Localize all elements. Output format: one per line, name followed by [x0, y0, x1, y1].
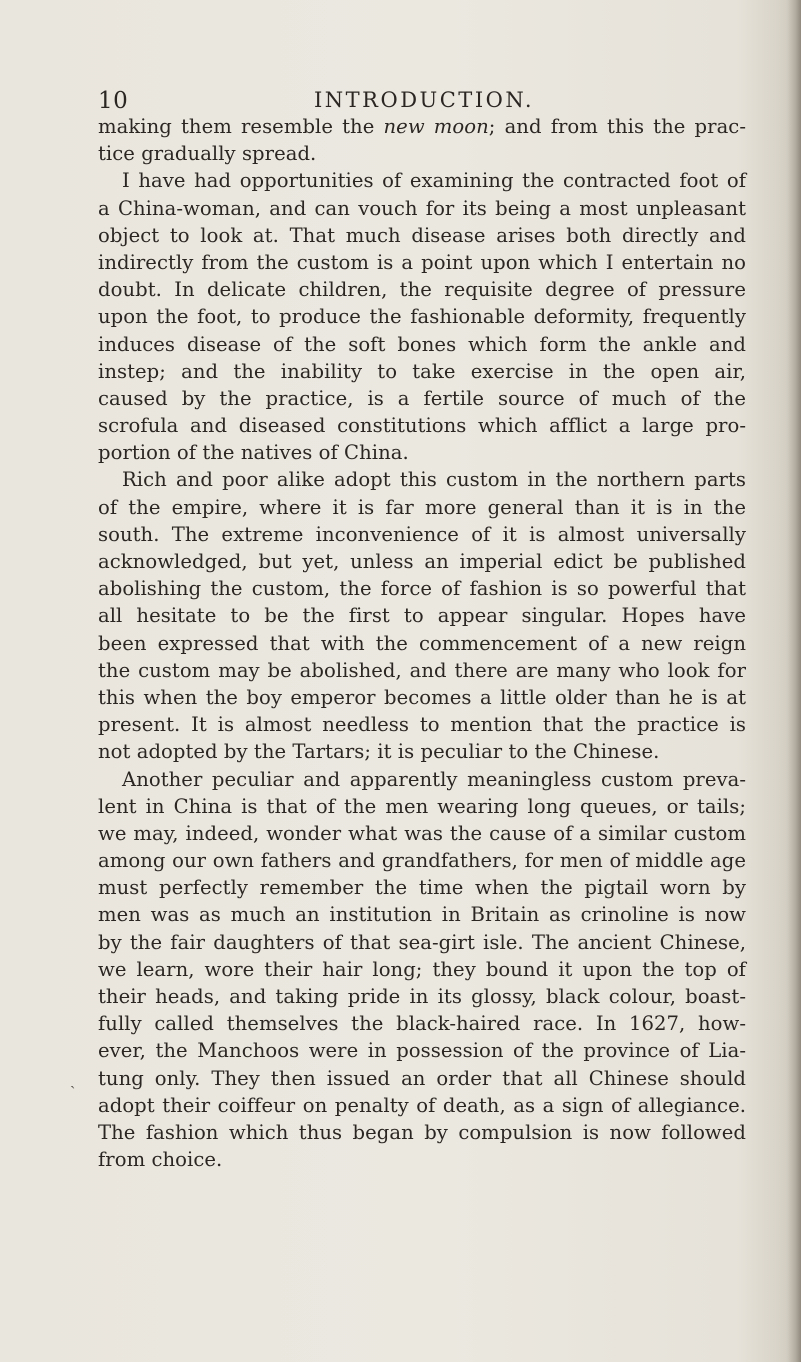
emphasis-text: new moon — [383, 115, 489, 138]
text-line: I have had opportunities of examining the contracted foot of — [122, 169, 746, 193]
text-line: object to look at. That much disease arises both directly and — [98, 223, 746, 247]
text-line: lent in China is that of the men wearing long queues, or tails; — [98, 794, 746, 818]
text-line: abolishing the custom, the force of fashion is so powerful that — [98, 577, 746, 601]
text-line: this when the boy emperor becomes a little older than he is at — [98, 685, 746, 709]
text-line: present. It is almost needless to mention that the practice is — [98, 713, 746, 737]
text-line: instep; and the inability to take exercise in the open air, — [98, 359, 746, 383]
spine-shadow — [787, 0, 801, 1362]
text-line: of the empire, where it is far more general than it is in the — [98, 495, 746, 519]
text-line: all hesitate to be the first to appear singular. Hopes have — [98, 604, 746, 628]
text-line: scrofula and diseased constitutions which afflict a large pro- — [98, 414, 746, 438]
text-line: doubt. In delicate children, the requisite degree of pressure — [98, 278, 746, 302]
text-line: portion of the natives of China. — [98, 441, 409, 465]
running-head: INTRODUCTION. — [314, 88, 535, 112]
text-line: caused by the practice, is a fertile source of much of the — [98, 386, 746, 410]
text-line: the custom may be abolished, and there are many who look for — [98, 658, 746, 682]
text-line: fully called themselves the black-haired race. In 1627, how- — [98, 1012, 746, 1036]
text-line: a China-woman, and can vouch for its being a most unpleasant — [98, 196, 746, 220]
text-line: not adopted by the Tartars; it is peculiar to the Chinese. — [98, 740, 660, 764]
text-line: indirectly from the custom is a point upon which I entertain no — [98, 250, 746, 274]
text-line: men was as much an institution in Britain as crinoline is now — [98, 903, 746, 927]
text-line: The fashion which thus began by compulsion is now followed — [98, 1120, 746, 1144]
text-line: adopt their coiffeur on penalty of death, as a sign of allegiance. — [98, 1093, 746, 1117]
text-line: we learn, wore their hair long; they bound it upon the top of — [98, 957, 746, 981]
text-line: been expressed that with the commencement of a new reign — [98, 631, 746, 655]
margin-mark: ˏ — [70, 1070, 76, 1089]
text-line: among our own fathers and grandfathers, for men of middle age — [98, 849, 746, 873]
text-line: ever, the Manchoos were in possession of the province of Lia- — [98, 1039, 746, 1063]
text-line: must perfectly remember the time when the pigtail worn by — [98, 876, 746, 900]
text-line: tice gradually spread. — [98, 142, 317, 166]
text-line: by the fair daughters of that sea-girt isle. The ancient Chinese, — [98, 930, 746, 954]
text-line: we may, indeed, wonder what was the cause of a similar custom — [98, 821, 746, 845]
text-line: from choice. — [98, 1148, 223, 1172]
page-number: 10 — [98, 88, 129, 114]
body-text — [98, 113, 746, 1173]
text-line: Rich and poor alike adopt this custom in the northern parts — [122, 468, 746, 492]
text-line: south. The extreme inconvenience of it is almost universally — [98, 522, 746, 546]
text-line: Another peculiar and apparently meaningless custom preva- — [122, 767, 746, 791]
text-line: their heads, and taking pride in its glossy, black colour, boast- — [98, 985, 746, 1008]
text-line: induces disease of the soft bones which form the ankle and — [98, 332, 746, 356]
text-line: upon the foot, to produce the fashionable deformity, frequently — [98, 305, 746, 329]
text-line: acknowledged, but yet, unless an imperial edict be published — [98, 550, 746, 573]
text-line: tung only. They then issued an order that all Chinese should — [98, 1066, 746, 1090]
text-line: making them resemble the new moon; and from this the prac- — [98, 115, 746, 138]
